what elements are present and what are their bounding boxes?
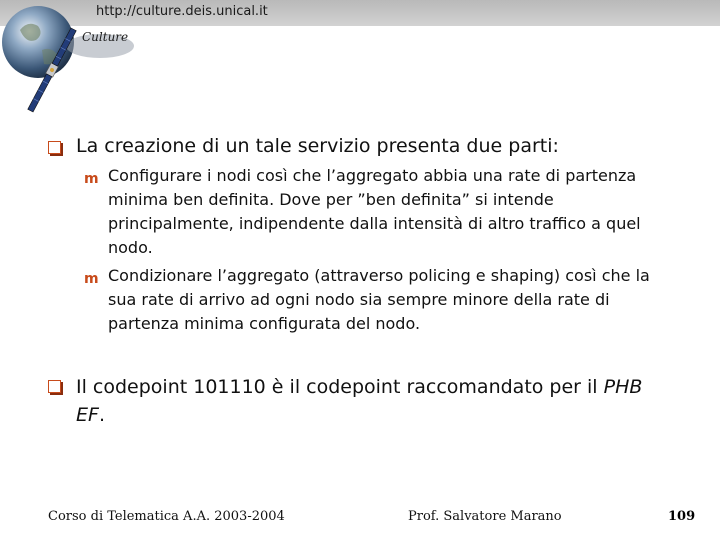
bullet-level1-2 (48, 373, 688, 429)
bullet-level2-1 (84, 164, 664, 260)
bullet-text: La creazione di un tale servizio presenta due parti: (76, 135, 559, 157)
bullet-text-italic: PHB EF (76, 376, 643, 426)
square-bullet-icon (48, 380, 61, 393)
logo-text: Culture (82, 30, 129, 44)
footer-author: Prof. Salvatore Marano (408, 509, 562, 524)
bullet-text: Condizionare l’aggregato (attraverso policing e shaping) così che la sua rate di arrivo ad ogni nodo sia sempre minore della rate di partenza minima configurata del nodo. (108, 266, 650, 333)
bullet-text: Configurare i nodi così che l’aggregato abbia una rate di partenza minima ben definita. Dove per ”ben definita” si intende principalmente, indipendente dalla intensità di altro traffico a quel nodo. (108, 166, 641, 257)
site-url: http://culture.deis.unical.it (96, 4, 268, 19)
bullet-text-prefix: Il codepoint 101110 è il codepoint raccomandato per il (76, 376, 604, 398)
square-bullet-icon (48, 141, 61, 154)
footer-course: Corso di Telematica A.A. 2003-2004 (48, 509, 285, 524)
circle-bullet-icon: m (84, 171, 99, 187)
bullet-level1-1 (48, 134, 688, 162)
circle-bullet-icon: m (84, 271, 99, 287)
bullet-text (76, 373, 666, 429)
page-number: 109 (668, 509, 696, 524)
bullet-text-suffix: . (98, 404, 105, 426)
bullet-level2-2 (84, 264, 664, 336)
